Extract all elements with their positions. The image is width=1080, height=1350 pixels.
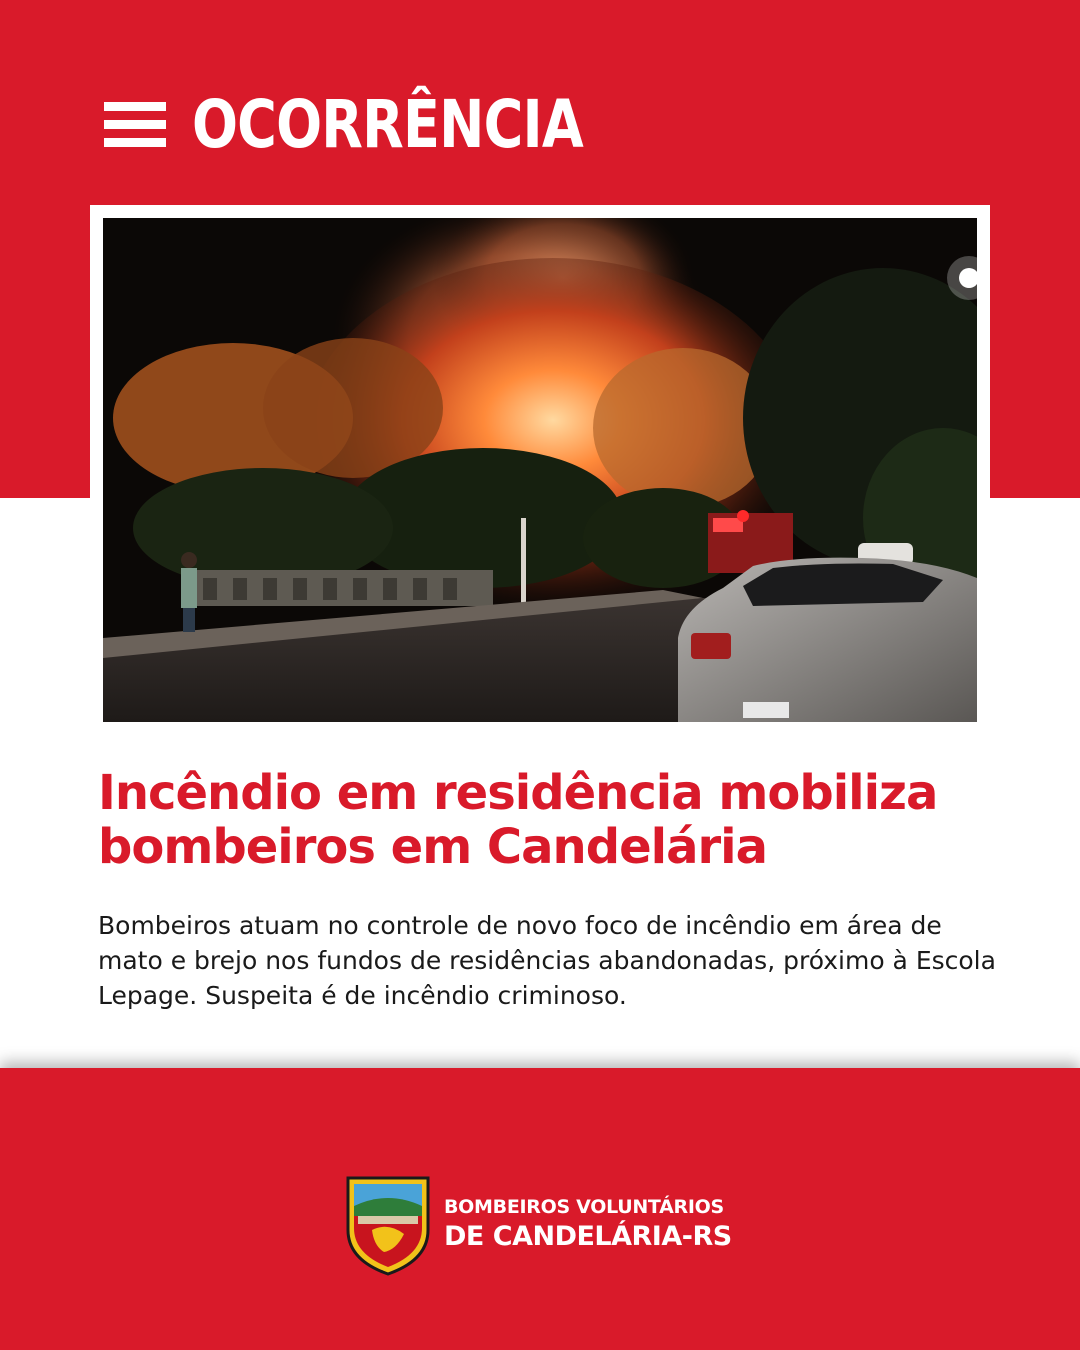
article-body: Bombeiros atuam no controle de novo foco de incêndio em área de mato e brejo nos fundos de residências abandonadas, próximo à Escola Lepage. Suspeita é de incêndio criminoso. xyxy=(98,911,996,1010)
fire-scene-photo xyxy=(103,218,977,722)
article-headline xyxy=(98,766,998,874)
org-name-line-2: DE CANDELÁRIA-RS xyxy=(444,1221,732,1252)
page-title: OCORRÊNCIA xyxy=(192,85,583,163)
fire-brigade-crest-icon xyxy=(344,1172,432,1276)
photo-frame xyxy=(90,205,990,735)
header xyxy=(104,85,669,163)
headline-line-1: Incêndio em residência mobiliza xyxy=(98,765,938,821)
org-name-line-1: BOMBEIROS VOLUNTÁRIOS xyxy=(444,1196,724,1218)
menu-icon xyxy=(104,98,166,150)
headline-line-2: bombeiros em Candelária xyxy=(98,819,767,875)
footer-logo xyxy=(344,1172,732,1276)
